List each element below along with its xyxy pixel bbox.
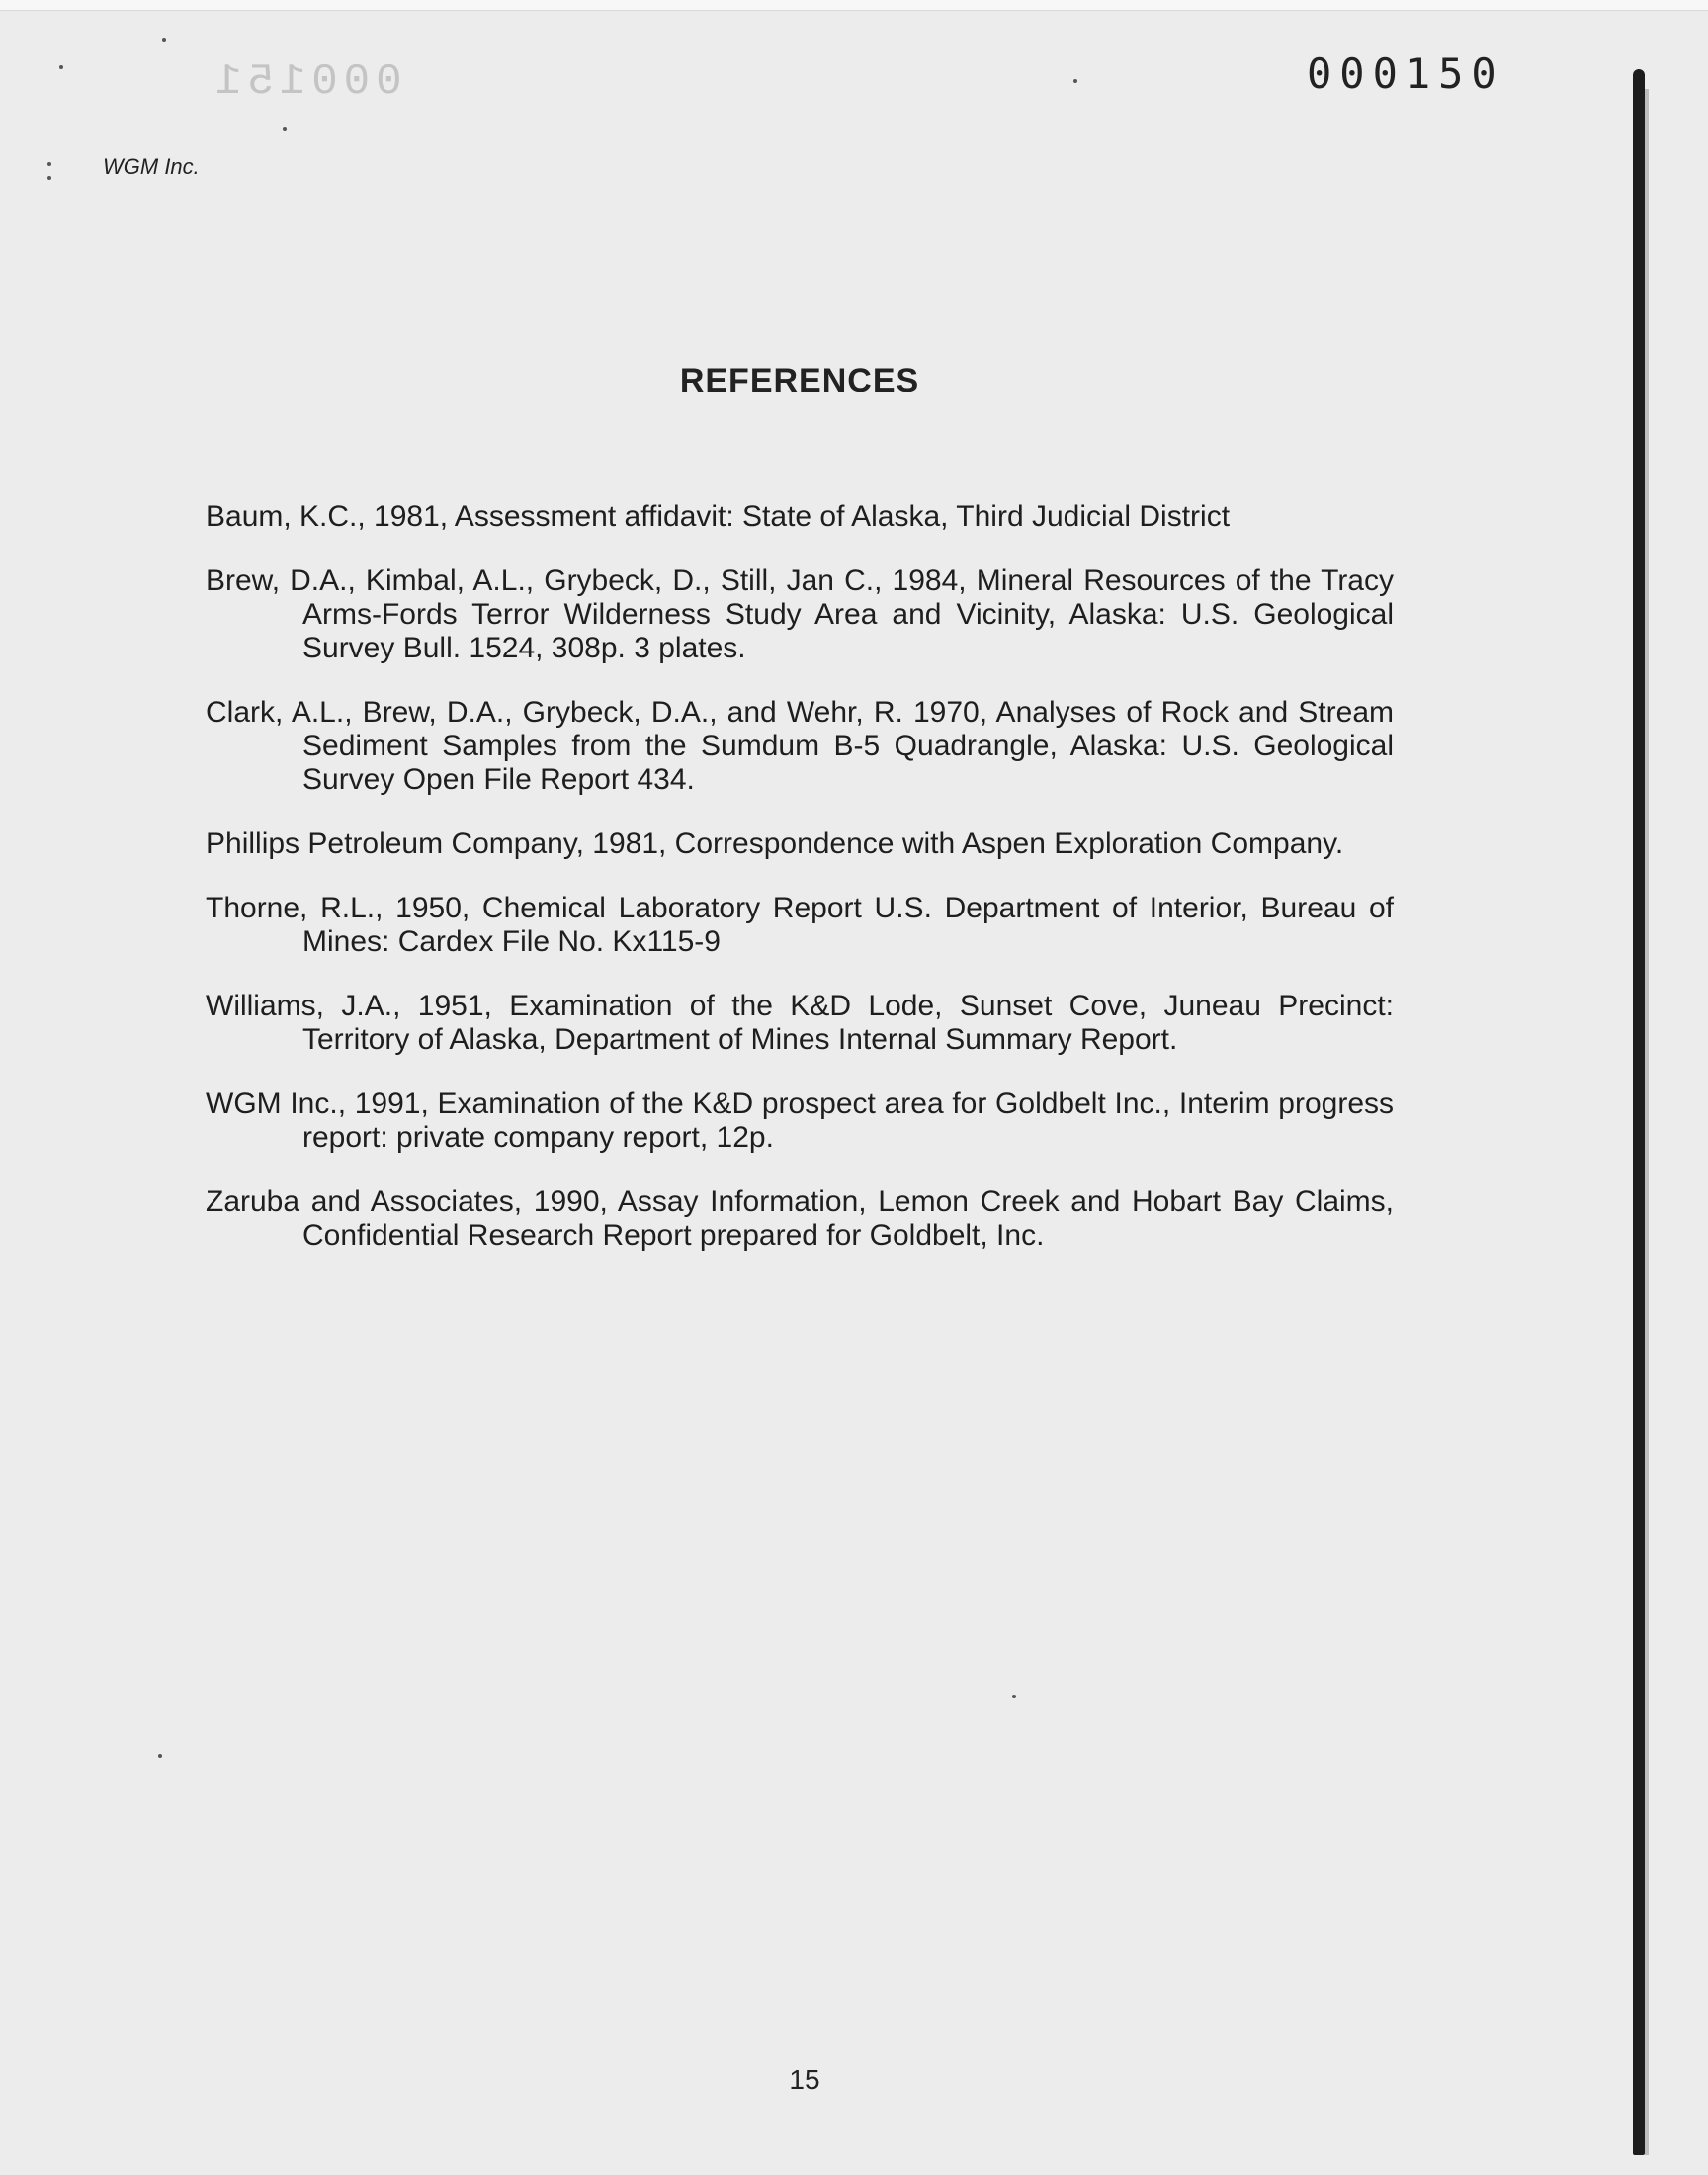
scan-binding-shadow	[1645, 89, 1649, 2155]
reference-item: Brew, D.A., Kimbal, A.L., Grybeck, D., Still, Jan C., 1984, Mineral Resources of the Tracy Arms-Fords Terror Wilderness Study Area and Vicinity, Alaska: U.S. Geological Survey Bull. 1524, 308p. 3 plates.	[206, 565, 1394, 664]
scan-speck	[47, 176, 51, 180]
page-number: 15	[789, 2064, 820, 2095]
reference-item: Thorne, R.L., 1950, Chemical Laboratory Report U.S. Department of Interior, Bureau of Mines: Cardex File No. Kx115-9	[206, 892, 1394, 958]
bates-stamp: 000150	[1307, 49, 1504, 98]
reference-item: Zaruba and Associates, 1990, Assay Information, Lemon Creek and Hobart Bay Claims, Confidential Research Report prepared for Goldbelt, Inc.	[206, 1185, 1394, 1252]
scan-top-edge	[0, 0, 1708, 11]
reference-item: WGM Inc., 1991, Examination of the K&D prospect area for Goldbelt Inc., Interim progress report: private company report, 12p.	[206, 1088, 1394, 1154]
scan-speck	[283, 127, 287, 130]
scan-binding-edge	[1633, 69, 1645, 2155]
page-title: REFERENCES	[679, 362, 920, 399]
reference-list	[206, 500, 1394, 1283]
reference-item: Clark, A.L., Brew, D.A., Grybeck, D.A., and Wehr, R. 1970, Analyses of Rock and Stream Sediment Samples from the Sumdum B-5 Quadrangle, Alaska: U.S. Geological Survey Open File Report 434.	[206, 696, 1394, 796]
company-header: WGM Inc.	[103, 154, 200, 179]
scan-speck	[1012, 1695, 1016, 1698]
reference-item: Williams, J.A., 1951, Examination of the K&D Lode, Sunset Cove, Juneau Precinct: Territory of Alaska, Department of Mines Internal Summary Report.	[206, 990, 1394, 1056]
scan-speck	[162, 38, 166, 42]
ghost-bates-stamp: 000151	[210, 57, 402, 107]
reference-item: Baum, K.C., 1981, Assessment affidavit: State of Alaska, Third Judicial District	[206, 500, 1231, 533]
scan-speck	[47, 162, 51, 166]
scan-speck	[1073, 79, 1077, 83]
reference-item: Phillips Petroleum Company, 1981, Correspondence with Aspen Exploration Company.	[206, 827, 1344, 860]
scan-speck	[158, 1754, 162, 1758]
scan-speck	[59, 65, 63, 69]
